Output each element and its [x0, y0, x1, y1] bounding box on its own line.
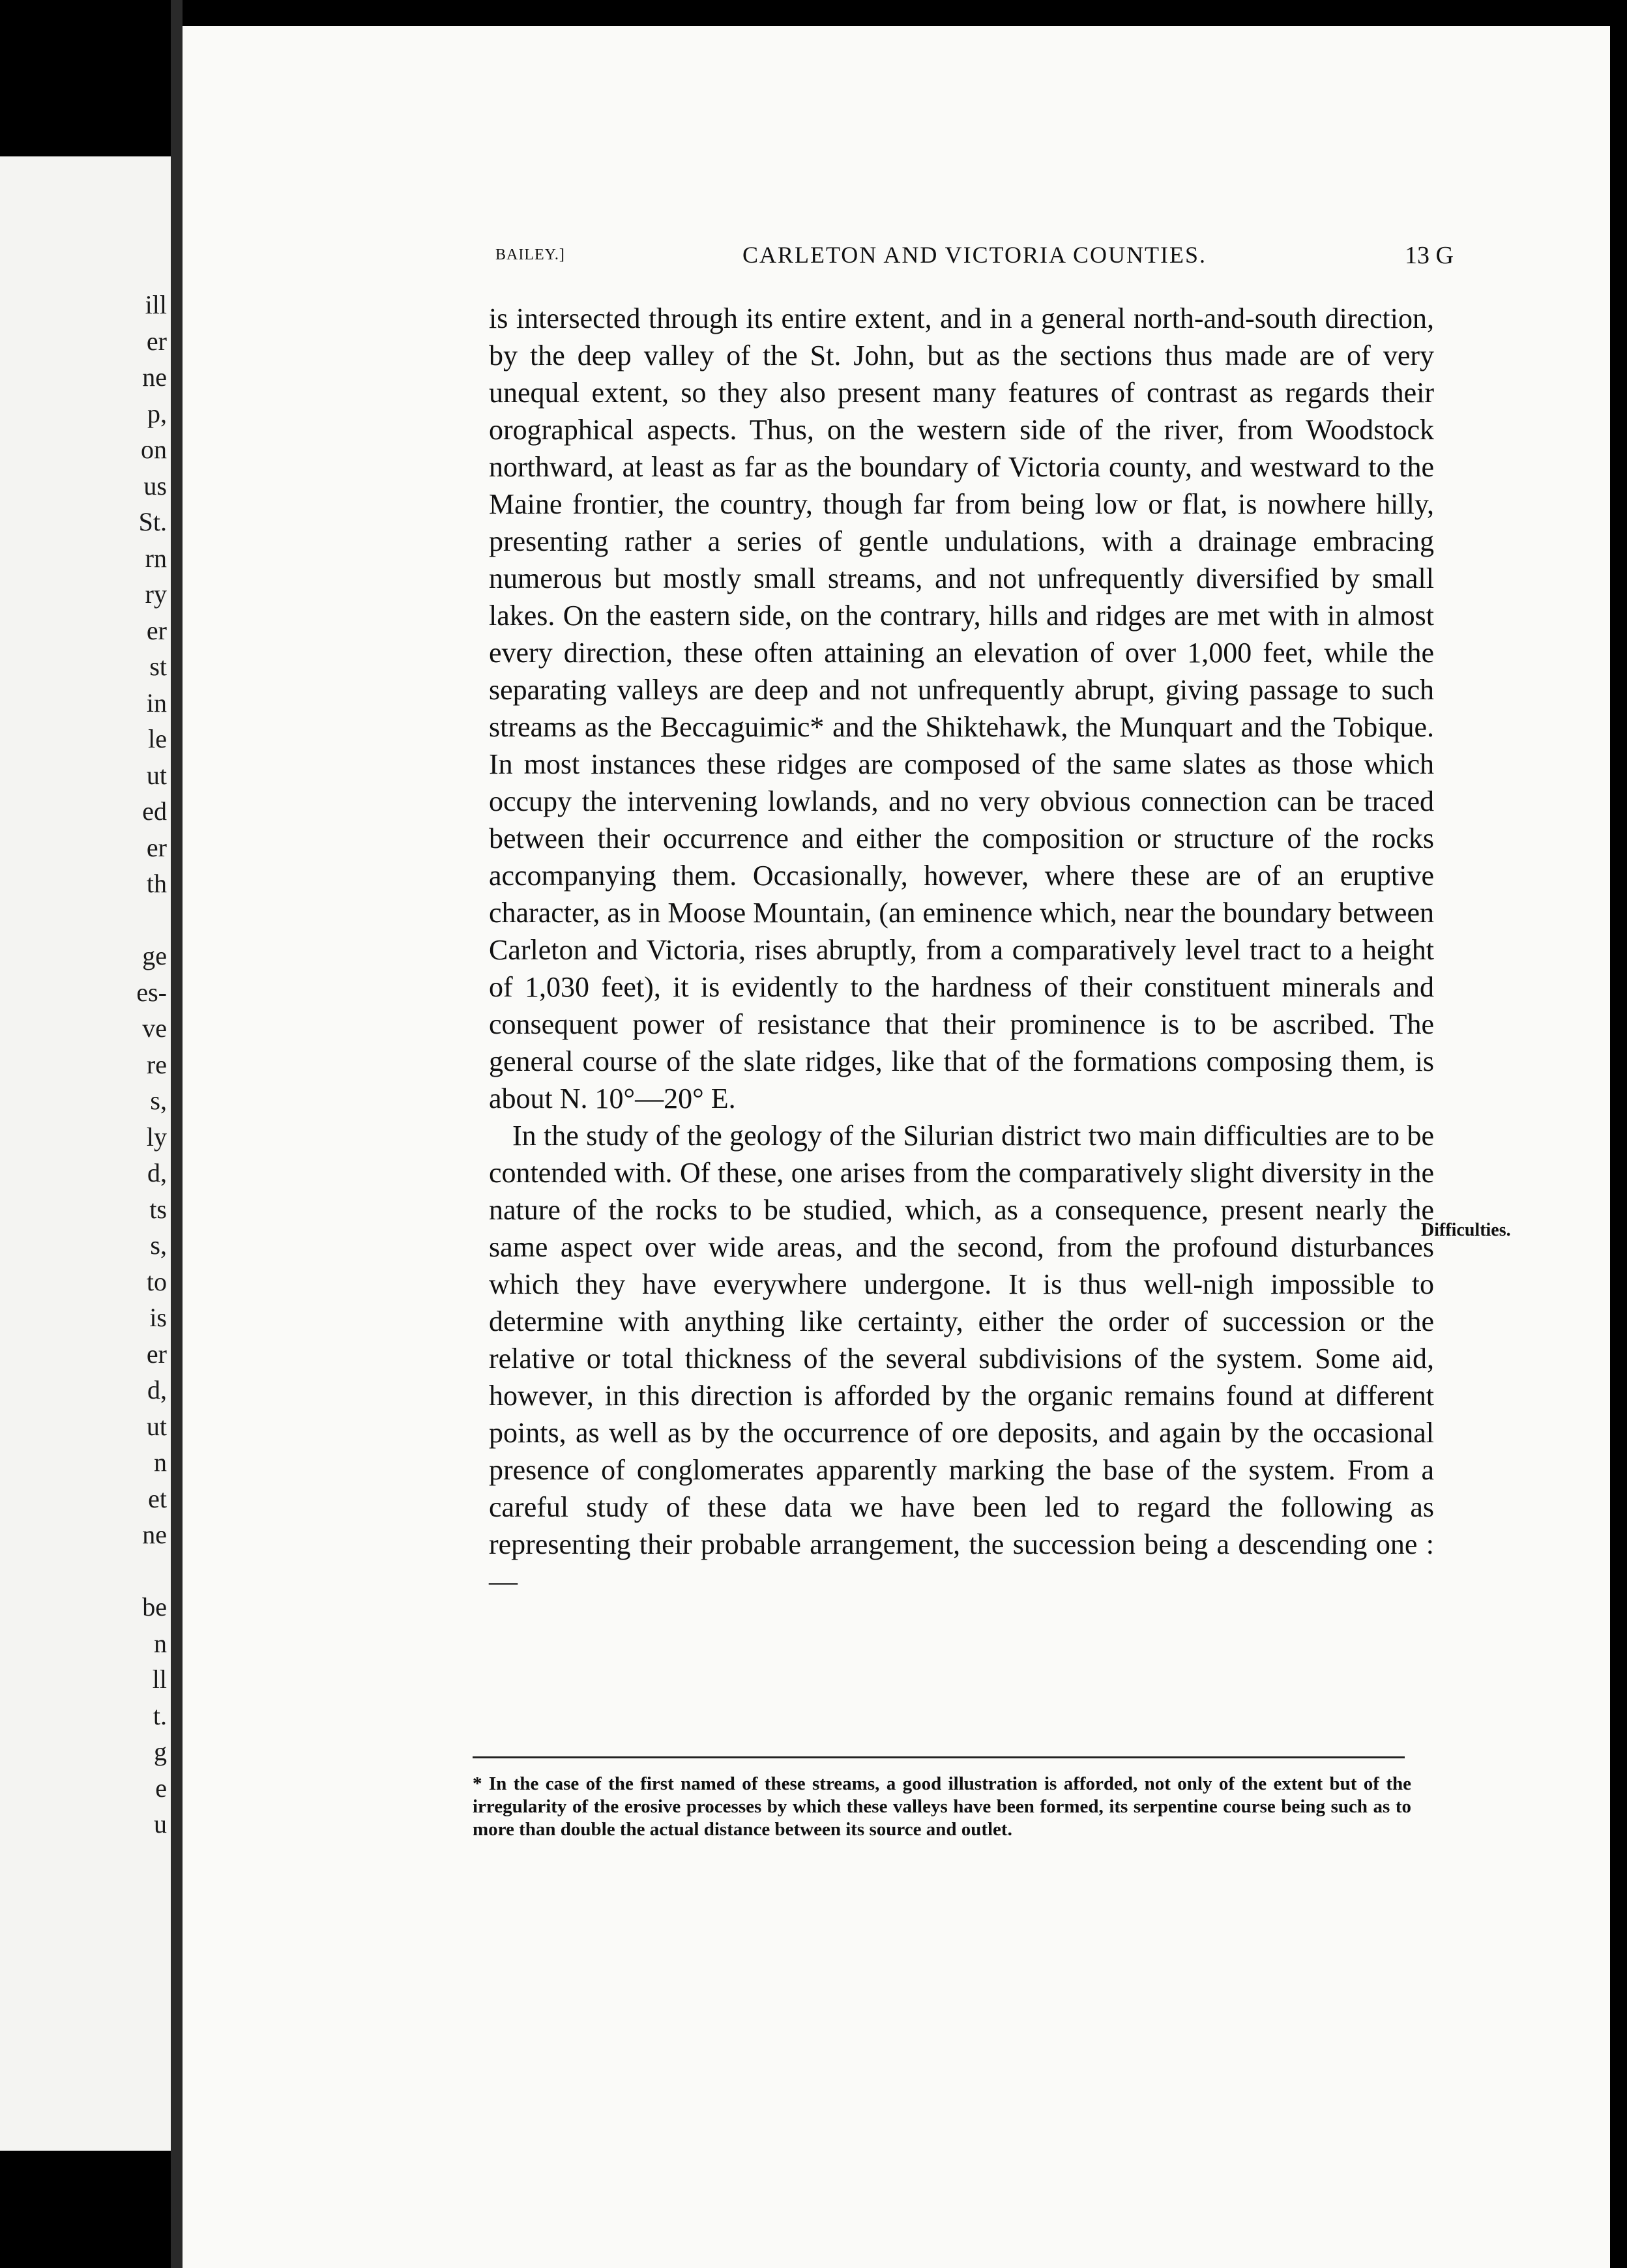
facing-page-fragment: is [149, 1303, 167, 1332]
facing-page-fragment: er [146, 1339, 167, 1369]
facing-page-fragment [136, 1553, 167, 1590]
facing-page-fragment: d, [147, 1375, 167, 1404]
facing-page-fragment: re [146, 1049, 167, 1079]
facing-page-fragment [136, 902, 167, 938]
facing-page-fragment: ll [152, 1665, 167, 1694]
paragraph: is intersected through its entire extent, and in a general north-and-south direction, by the deep valley of the St. John, but as the sections thus made are of very unequal extent, so they also present many features of contrast as regards their orographical aspects. Thus, on the western side of the river, from Woodstock northward, at least as far as the boundary of Victoria county, and westward to the Maine frontier, the country, though far from being low or flat, is nowhere hilly, presenting rather a series of gentle undulations, with a drainage embracing numerous but mostly small streams, and not unfrequently diversified by small lakes. On the eastern side, on the contrary, hills and ridges are met with in almost every direction, these often attaining an elevation of over 1,000 feet, while the separating valleys are deep and not unfrequently abrupt, giving passage to such streams as the Beccaguimic* and the Shiktehawk, the Munquart and the Tobique. In most instances these ridges are composed of the same slates as those which occupy the intervening lowlands, and no very obvious connection can be traced between their occurrence and either the composition or structure of the rocks accompanying them. Occasionally, however, where these are of an eruptive character, as in Moose Mountain, (an eminence which, near the boundary between Carleton and Victoria, rises abruptly, from a comparatively level tract to a height of 1,030 feet), it is evidently to the hardness of their constituent minerals and consequent power of resistance that their prominence is to be ascribed. The general course of the slate ridges, like that of the formations composing them, is about N. 10°—20° E. [489, 302, 1434, 1114]
document-page [183, 26, 1610, 2268]
facing-page-fragment: s, [150, 1086, 167, 1115]
facing-page-fragment: u [154, 1809, 167, 1839]
facing-page-fragment: ly [146, 1122, 167, 1152]
running-head-title: CARLETON AND VICTORIA COUNTIES. [742, 242, 1207, 268]
facing-page-fragment: p, [147, 398, 167, 428]
facing-page-fragment: ut [146, 760, 167, 790]
margin-note: Difficulties. [1421, 1220, 1511, 1240]
running-header [495, 241, 1454, 280]
facing-page-fragment: th [146, 869, 167, 898]
facing-page-fragment: et [148, 1483, 167, 1513]
running-head-author: BAILEY.] [495, 246, 565, 263]
facing-page-fragment: ve [142, 1013, 167, 1043]
facing-page-fragment: ge [142, 941, 167, 970]
facing-page-fragment: in [146, 688, 167, 718]
facing-page-fragment: to [146, 1266, 167, 1296]
facing-page-edge [0, 156, 171, 2151]
page-number: 13 G [1405, 242, 1454, 269]
footnote-rule [473, 1756, 1405, 1758]
facing-page-fragment: s, [150, 1230, 167, 1260]
scan-border [1610, 0, 1627, 26]
facing-page-fragment: le [148, 724, 167, 753]
facing-page-fragment: ed [142, 796, 167, 826]
facing-page-fragment: er [146, 832, 167, 862]
facing-page-fragment: es- [136, 977, 167, 1007]
facing-page-fragment: ts [149, 1194, 167, 1224]
facing-page-fragment: ry [145, 579, 167, 609]
facing-page-fragment: er [146, 615, 167, 645]
facing-page-fragment: St. [138, 507, 167, 536]
facing-page-fragment: d, [147, 1158, 167, 1187]
facing-page-fragment: st [149, 652, 167, 681]
facing-page-fragment: be [142, 1592, 167, 1621]
facing-page-text-fragments [136, 287, 167, 1842]
facing-page-fragment: ill [145, 290, 167, 319]
facing-page-fragment: rn [145, 543, 167, 573]
facing-page-fragment: g [154, 1737, 167, 1766]
body-text [489, 300, 1434, 1600]
facing-page-fragment: ne [142, 1520, 167, 1549]
facing-page-fragment: n [154, 1447, 167, 1477]
paragraph: In the study of the geology of the Silurian district two main difficulties are to be contended with. Of these, one arises from the comparatively slight diversity in the nature of the rocks to be studied, which, as a consequence, present nearly the same aspect over wide areas, and the second, from the profound disturbances which they have everywhere undergone. It is thus well-nigh impossible to determine with anything like certainty, either the order of succession or the relative or total thickness of the several subdivisions of the system. Some aid, however, in this direction is afforded by the organic remains found at different points, as well as by the occurrence of ore deposits, and again by the occasional presence of conglomerates apparently marking the base of the system. From a careful study of these data we have been led to regard the following as representing their probable arrangement, the succession being a descending one :— [489, 1120, 1434, 1597]
facing-page-fragment: on [141, 435, 167, 464]
facing-page-fragment: n [154, 1628, 167, 1658]
facing-page-fragment: ut [146, 1411, 167, 1441]
book-gutter [171, 0, 183, 2268]
facing-page-fragment: ne [142, 362, 167, 392]
facing-page-fragment: t. [153, 1700, 167, 1730]
footnote: * In the case of the first named of these streams, a good illustration is afforded, not only of the extent but of the irregularity of the erosive processes by which these valleys have been formed, its serpentine course being such as to more than double the actual distance between its source and outlet. [473, 1773, 1411, 1840]
facing-page-fragment: e [155, 1773, 167, 1803]
facing-page-fragment: us [143, 471, 167, 501]
facing-page-fragment: er [146, 326, 167, 356]
